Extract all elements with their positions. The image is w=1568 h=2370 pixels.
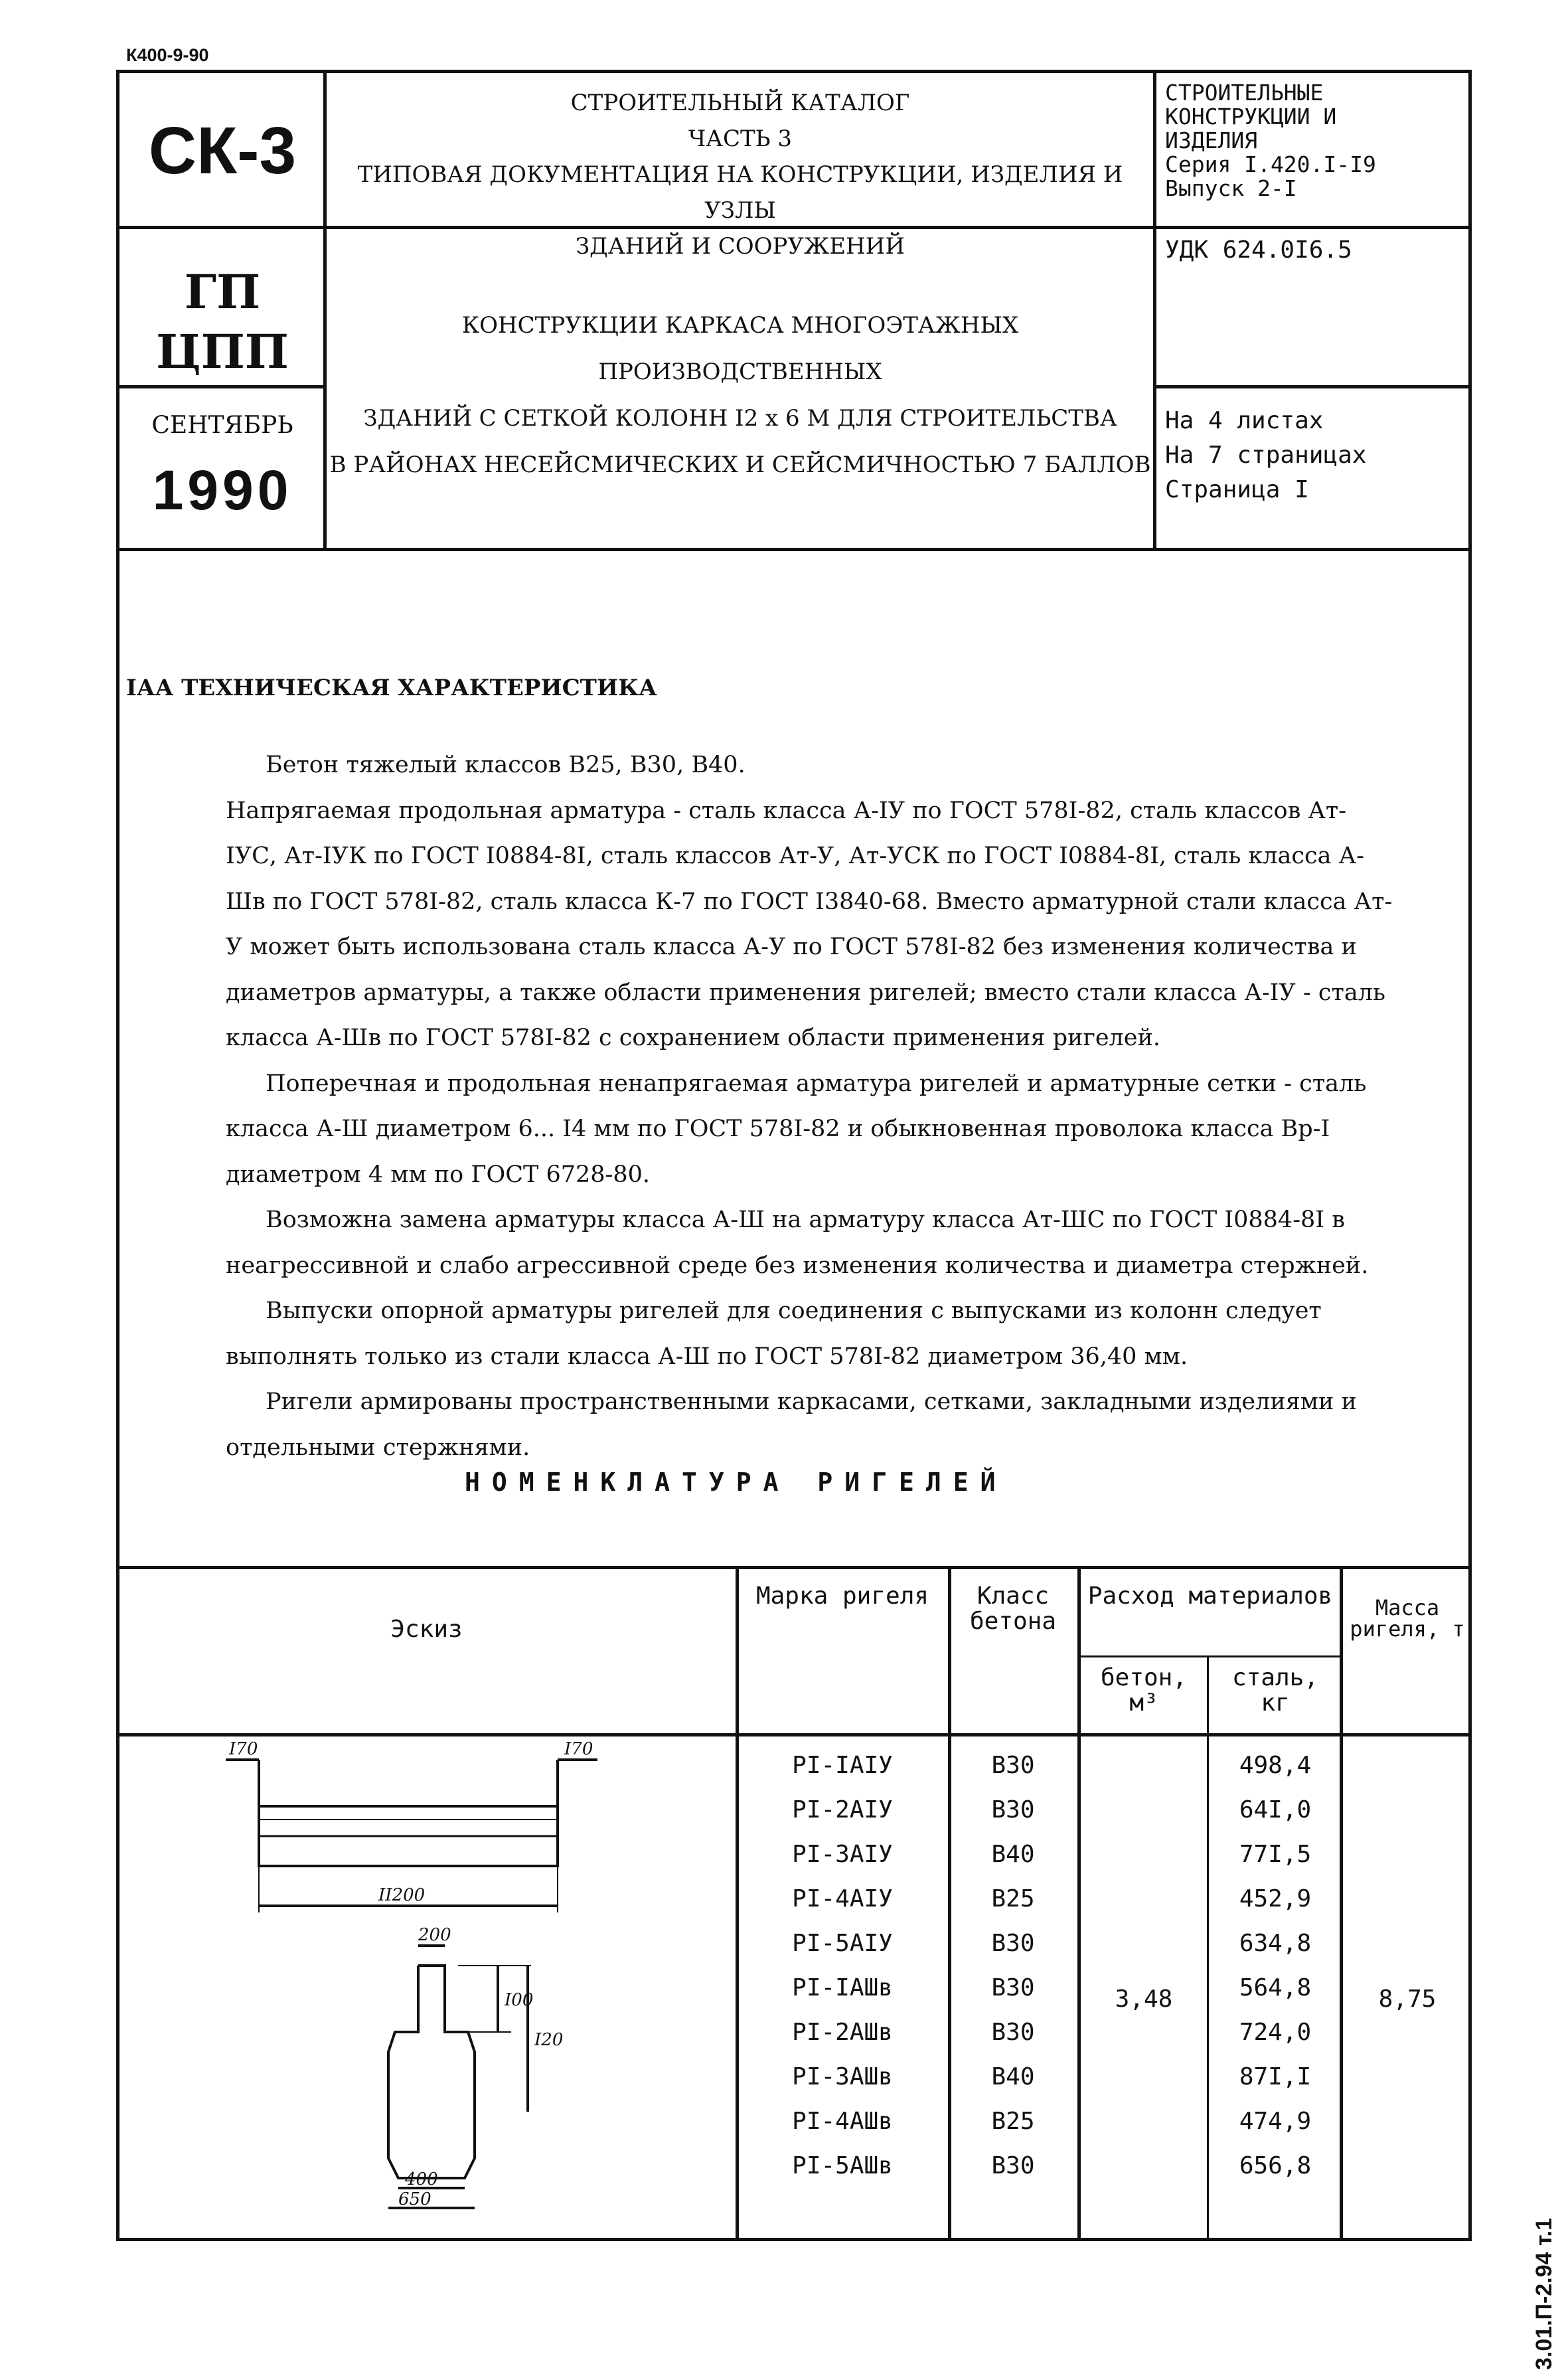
row-mark: PI-IAIУ bbox=[792, 1752, 893, 1779]
title-line: В РАЙОНАХ НЕСЕЙСМИЧЕСКИХ И СЕЙСМИЧНОСТЬЮ 7 БАЛЛОВ bbox=[329, 452, 1151, 478]
section-title: IАА ТЕХНИЧЕСКАЯ ХАРАКТЕРИСТИКА bbox=[126, 675, 657, 701]
table-top-line bbox=[116, 1566, 1472, 1569]
table-col-divider bbox=[948, 1566, 951, 2241]
header-concrete: бетон, м³ bbox=[1100, 1664, 1188, 1717]
catalog-line: ЗДАНИЙ И СООРУЖЕНИЙ bbox=[576, 233, 905, 260]
sheet-line: Страница I bbox=[1165, 476, 1309, 503]
catalog-line: СТРОИТЕЛЬНЫЙ КАТАЛОГ bbox=[570, 90, 910, 116]
sheet-line: На 7 страницах bbox=[1165, 442, 1367, 469]
header-left-divider bbox=[116, 385, 325, 388]
row-steel: 452,9 bbox=[1239, 1885, 1312, 1912]
side-stamp: 3.01.П-2.94 т.1 bbox=[1531, 2218, 1557, 2370]
paragraph: Выпуски опорной арматуры ригелей для соединения с выпусками из колонн следует выполнять только из стали класса А-Ш по ГОСТ 578I-82 диаметром 36,40 мм. bbox=[226, 1298, 1322, 1370]
beam-outline bbox=[259, 1776, 558, 1866]
dim-label: I70 bbox=[229, 1739, 258, 1759]
row-class: В30 bbox=[991, 2019, 1035, 2046]
dim-label: I70 bbox=[564, 1739, 593, 1759]
title-line: КОНСТРУКЦИИ КАРКАСА МНОГОЭТАЖНЫХ ПРОИЗВОДСТВЕННЫХ bbox=[461, 312, 1019, 385]
row-class: В25 bbox=[991, 1885, 1035, 1912]
row-steel: 498,4 bbox=[1239, 1752, 1312, 1779]
dim-label: 200 bbox=[418, 1925, 451, 1945]
row-class: В30 bbox=[991, 1752, 1035, 1779]
row-class: В30 bbox=[991, 1930, 1035, 1957]
row-mark: PI-3AШв bbox=[792, 2063, 893, 2090]
dim-label: 650 bbox=[398, 2189, 431, 2209]
row-class: В25 bbox=[991, 2108, 1035, 2135]
row-class: В30 bbox=[991, 1974, 1035, 2001]
row-class: В30 bbox=[991, 2152, 1035, 2179]
row-class: В30 bbox=[991, 1796, 1035, 1823]
org-line: ГП bbox=[184, 264, 261, 319]
dim-label: 400 bbox=[405, 2169, 438, 2189]
series-line: КОНСТРУКЦИИ И bbox=[1165, 104, 1337, 129]
row-mark: PI-IAШв bbox=[792, 1974, 893, 2001]
row-mark: PI-5AШв bbox=[792, 2152, 893, 2179]
catalog-line: ЧАСТЬ 3 bbox=[688, 126, 793, 152]
paragraph: Ригели армированы пространственными каркасами, сетками, закладными изделиями и отдельными стержнями. bbox=[226, 1389, 1357, 1461]
header-right-divider bbox=[1153, 385, 1472, 388]
catalog-line: ТИПОВАЯ ДОКУМЕНТАЦИЯ НА КОНСТРУКЦИИ, ИЗДЕЛИЯ И УЗЛЫ bbox=[357, 161, 1123, 224]
header-mark: Марка ригеля bbox=[755, 1582, 929, 1610]
row-steel: 77I,5 bbox=[1239, 1841, 1312, 1868]
paragraph: Бетон тяжелый классов В25, В30, В40. bbox=[266, 752, 745, 778]
row-steel: 724,0 bbox=[1239, 2019, 1312, 2046]
beam-sketch bbox=[199, 1720, 664, 2211]
catalog-code: СК-3 bbox=[148, 114, 297, 188]
header-class: Класс бетона bbox=[969, 1582, 1057, 1635]
series-line: ИЗДЕЛИЯ bbox=[1165, 127, 1258, 153]
concrete-value: 3,48 bbox=[1115, 1986, 1173, 2013]
paragraph: Напрягаемая продольная арматура - сталь класса А-IУ по ГОСТ 578I-82, сталь классов Ат-IУС, Ат-IУК по ГОСТ I0884-8I, сталь классов Ат-У, Ат-УСК по ГОСТ I0884-8I, сталь класса А-Шв по ГОСТ 578I-82, сталь класса К-7 по ГОСТ I3840-68. Вместо арматурной стали класса Ат-У может быть использована сталь класса А-У по ГОСТ 578I-82 без изменения количества и диаметров арматуры, а также области применения ригелей; вместо стали класса А-IУ - сталь класса А-Шв по ГОСТ 578I-82 с сохранением области применения ригелей. bbox=[226, 797, 1393, 1051]
document-title bbox=[329, 302, 1152, 488]
paragraph: Возможна замена арматуры класса А-Ш на арматуру класса Ат-ШС по ГОСТ I0884-8I в неагрессивной и слабо агрессивной среде без изменения количества и диаметра стержней. bbox=[226, 1207, 1369, 1279]
row-steel: 634,8 bbox=[1239, 1930, 1312, 1957]
row-class: В40 bbox=[991, 1841, 1035, 1868]
row-mark: PI-3AIУ bbox=[792, 1841, 893, 1868]
document-id: К400-9-90 bbox=[126, 45, 209, 65]
technical-text bbox=[226, 742, 1394, 1470]
header-divider-right bbox=[1153, 70, 1156, 551]
dim-label: I00 bbox=[505, 1990, 534, 2010]
sheet-line: На 4 листах bbox=[1165, 407, 1324, 434]
row-class: В40 bbox=[991, 2063, 1035, 2090]
mass-value: 8,75 bbox=[1378, 1986, 1437, 2013]
row-steel: 87I,I bbox=[1239, 2063, 1312, 2090]
series-info bbox=[1165, 81, 1376, 201]
row-mark: PI-2AIУ bbox=[792, 1796, 893, 1823]
organization bbox=[119, 262, 325, 382]
dim-label: II200 bbox=[378, 1885, 426, 1905]
dim-label: I20 bbox=[534, 2030, 564, 2050]
header-materials: Расход материалов bbox=[1087, 1582, 1333, 1610]
section-outline bbox=[388, 1966, 475, 2178]
publication-month: СЕНТЯБРЬ bbox=[151, 412, 293, 439]
title-line: ЗДАНИЙ С СЕТКОЙ КОЛОНН I2 х 6 М ДЛЯ СТРОИТЕЛЬСТВА bbox=[363, 405, 1117, 432]
row-mark: PI-4AШв bbox=[792, 2108, 893, 2135]
header-mass: Масса ригеля, т bbox=[1350, 1595, 1465, 1642]
header-steel: сталь, кг bbox=[1231, 1664, 1319, 1717]
sheet-info bbox=[1165, 404, 1366, 507]
table-subheader-line bbox=[1077, 1655, 1342, 1657]
series-line: Выпуск 2-I bbox=[1165, 175, 1297, 201]
series-line: Серия I.420.I-I9 bbox=[1165, 151, 1376, 177]
row-steel: 656,8 bbox=[1239, 2152, 1312, 2179]
row-mark: PI-2AШв bbox=[792, 2019, 893, 2046]
table-col-divider bbox=[1207, 1655, 1209, 2241]
table-col-divider bbox=[1077, 1566, 1081, 2241]
header-bottom-line bbox=[116, 548, 1472, 551]
series-line: СТРОИТЕЛЬНЫЕ bbox=[1165, 80, 1324, 106]
udk-code: УДК 624.0I6.5 bbox=[1165, 236, 1352, 264]
header-sketch: Эскиз bbox=[390, 1616, 463, 1643]
table-title: НОМЕНКЛАТУРА РИГЕЛЕЙ bbox=[465, 1468, 1008, 1497]
row-mark: PI-5AIУ bbox=[792, 1930, 893, 1957]
publication-year: 1990 bbox=[152, 459, 293, 521]
row-steel: 64I,0 bbox=[1239, 1796, 1312, 1823]
catalog-heading bbox=[329, 85, 1152, 264]
row-steel: 564,8 bbox=[1239, 1974, 1312, 2001]
table-col-divider bbox=[1340, 1566, 1343, 2241]
org-line: ЦПП bbox=[156, 324, 289, 379]
row-steel: 474,9 bbox=[1239, 2108, 1312, 2135]
row-mark: PI-4AIУ bbox=[792, 1885, 893, 1912]
paragraph: Поперечная и продольная ненапрягаемая арматура ригелей и арматурные сетки - сталь класса А-Ш диаметром 6... I4 мм по ГОСТ 578I-82 и обыкновенная проволока класса Вр-I диаметром 4 мм по ГОСТ 6728-80. bbox=[226, 1070, 1367, 1188]
